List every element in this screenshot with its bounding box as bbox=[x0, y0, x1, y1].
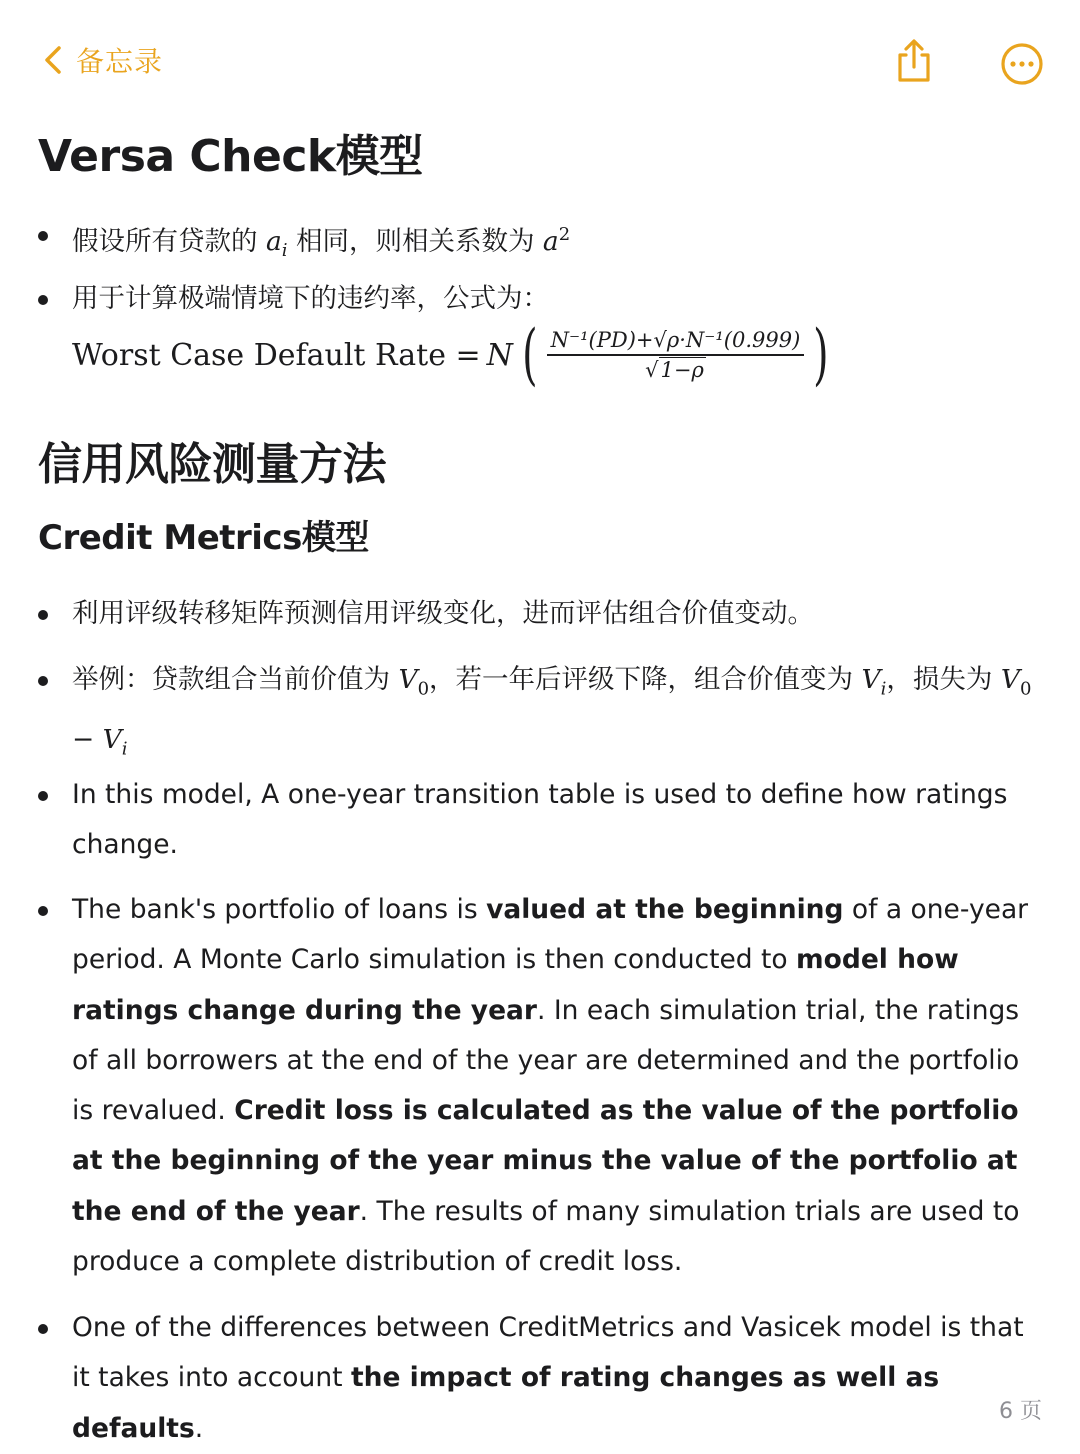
back-button[interactable] bbox=[44, 40, 163, 80]
formula-fraction bbox=[547, 328, 805, 382]
page-count: 6 页 bbox=[999, 1399, 1042, 1424]
formula-function: N bbox=[486, 337, 513, 373]
formula-numerator: N⁻¹(PD)+√ρ·N⁻¹(0.999) bbox=[550, 328, 801, 353]
formula-lhs: Worst Case Default Rate = bbox=[72, 337, 481, 373]
heading-versa-check: Versa Check模型 bbox=[38, 131, 423, 182]
list-item-text: In this model, A one-year transition table is used to define how ratings change. bbox=[72, 779, 1008, 861]
ellipsis-circle-icon bbox=[1000, 42, 1044, 86]
bullet-dot bbox=[38, 1324, 48, 1334]
share-button[interactable] bbox=[894, 38, 934, 88]
list-item-text: 利用评级转移矩阵预测信用评级变化，进而评估组合价值变动。 bbox=[72, 598, 814, 629]
formula-denominator: √1−ρ bbox=[645, 357, 704, 382]
more-button[interactable] bbox=[1000, 42, 1044, 90]
formula-paren-left: ( bbox=[522, 316, 538, 393]
list-item-text: 用于计算极端情境下的违约率，公式为： bbox=[72, 283, 549, 314]
share-icon bbox=[894, 38, 934, 84]
list-item-text: The bank's portfolio of loans is valued at the beginning of a one-year period. A Monte Carlo simulation is then conducted to model how ratings change during the year. In each simulation trial, the ratings of all borrowers at the end of the year are determined and the portfolio is revalued. Credit loss is calculated as the value of the portfolio at the beginning of the year minus the value of the portfolio at the end of the year. The results of many simulation trials are used to produce a complete distribution of credit loss. bbox=[72, 894, 1029, 1278]
bullet-dot bbox=[38, 231, 48, 241]
bullet-dot bbox=[38, 676, 48, 686]
heading-credit-risk-methods: 信用风险测量方法 bbox=[38, 439, 386, 490]
bullet-dot bbox=[38, 791, 48, 801]
list-item-text: One of the differences between CreditMetrics and Vasicek model is that it takes into account the impact of rating changes as well as defaults. bbox=[72, 1312, 1024, 1444]
list-item-text: 举例：贷款组合当前价值为 $V_0$，若一年后评级下降，组合价值变为 $V_i$，损失为 $V_0 - V_i$ bbox=[72, 664, 1032, 759]
chevron-left-icon bbox=[44, 45, 62, 75]
list-item-text: 假设所有贷款的 $a_i$ 相同，则相关系数为 $a^2$ bbox=[72, 224, 571, 262]
back-label: 备忘录 bbox=[76, 45, 164, 78]
bullet-dot bbox=[38, 906, 48, 916]
bullet-dot bbox=[38, 295, 48, 305]
navigation-bar bbox=[0, 0, 1080, 120]
heading-credit-metrics: Credit Metrics模型 bbox=[38, 518, 369, 558]
formula-paren-right: ) bbox=[813, 316, 829, 393]
bullet-dot bbox=[38, 610, 48, 620]
formula-worst-case-default-rate bbox=[72, 318, 838, 392]
